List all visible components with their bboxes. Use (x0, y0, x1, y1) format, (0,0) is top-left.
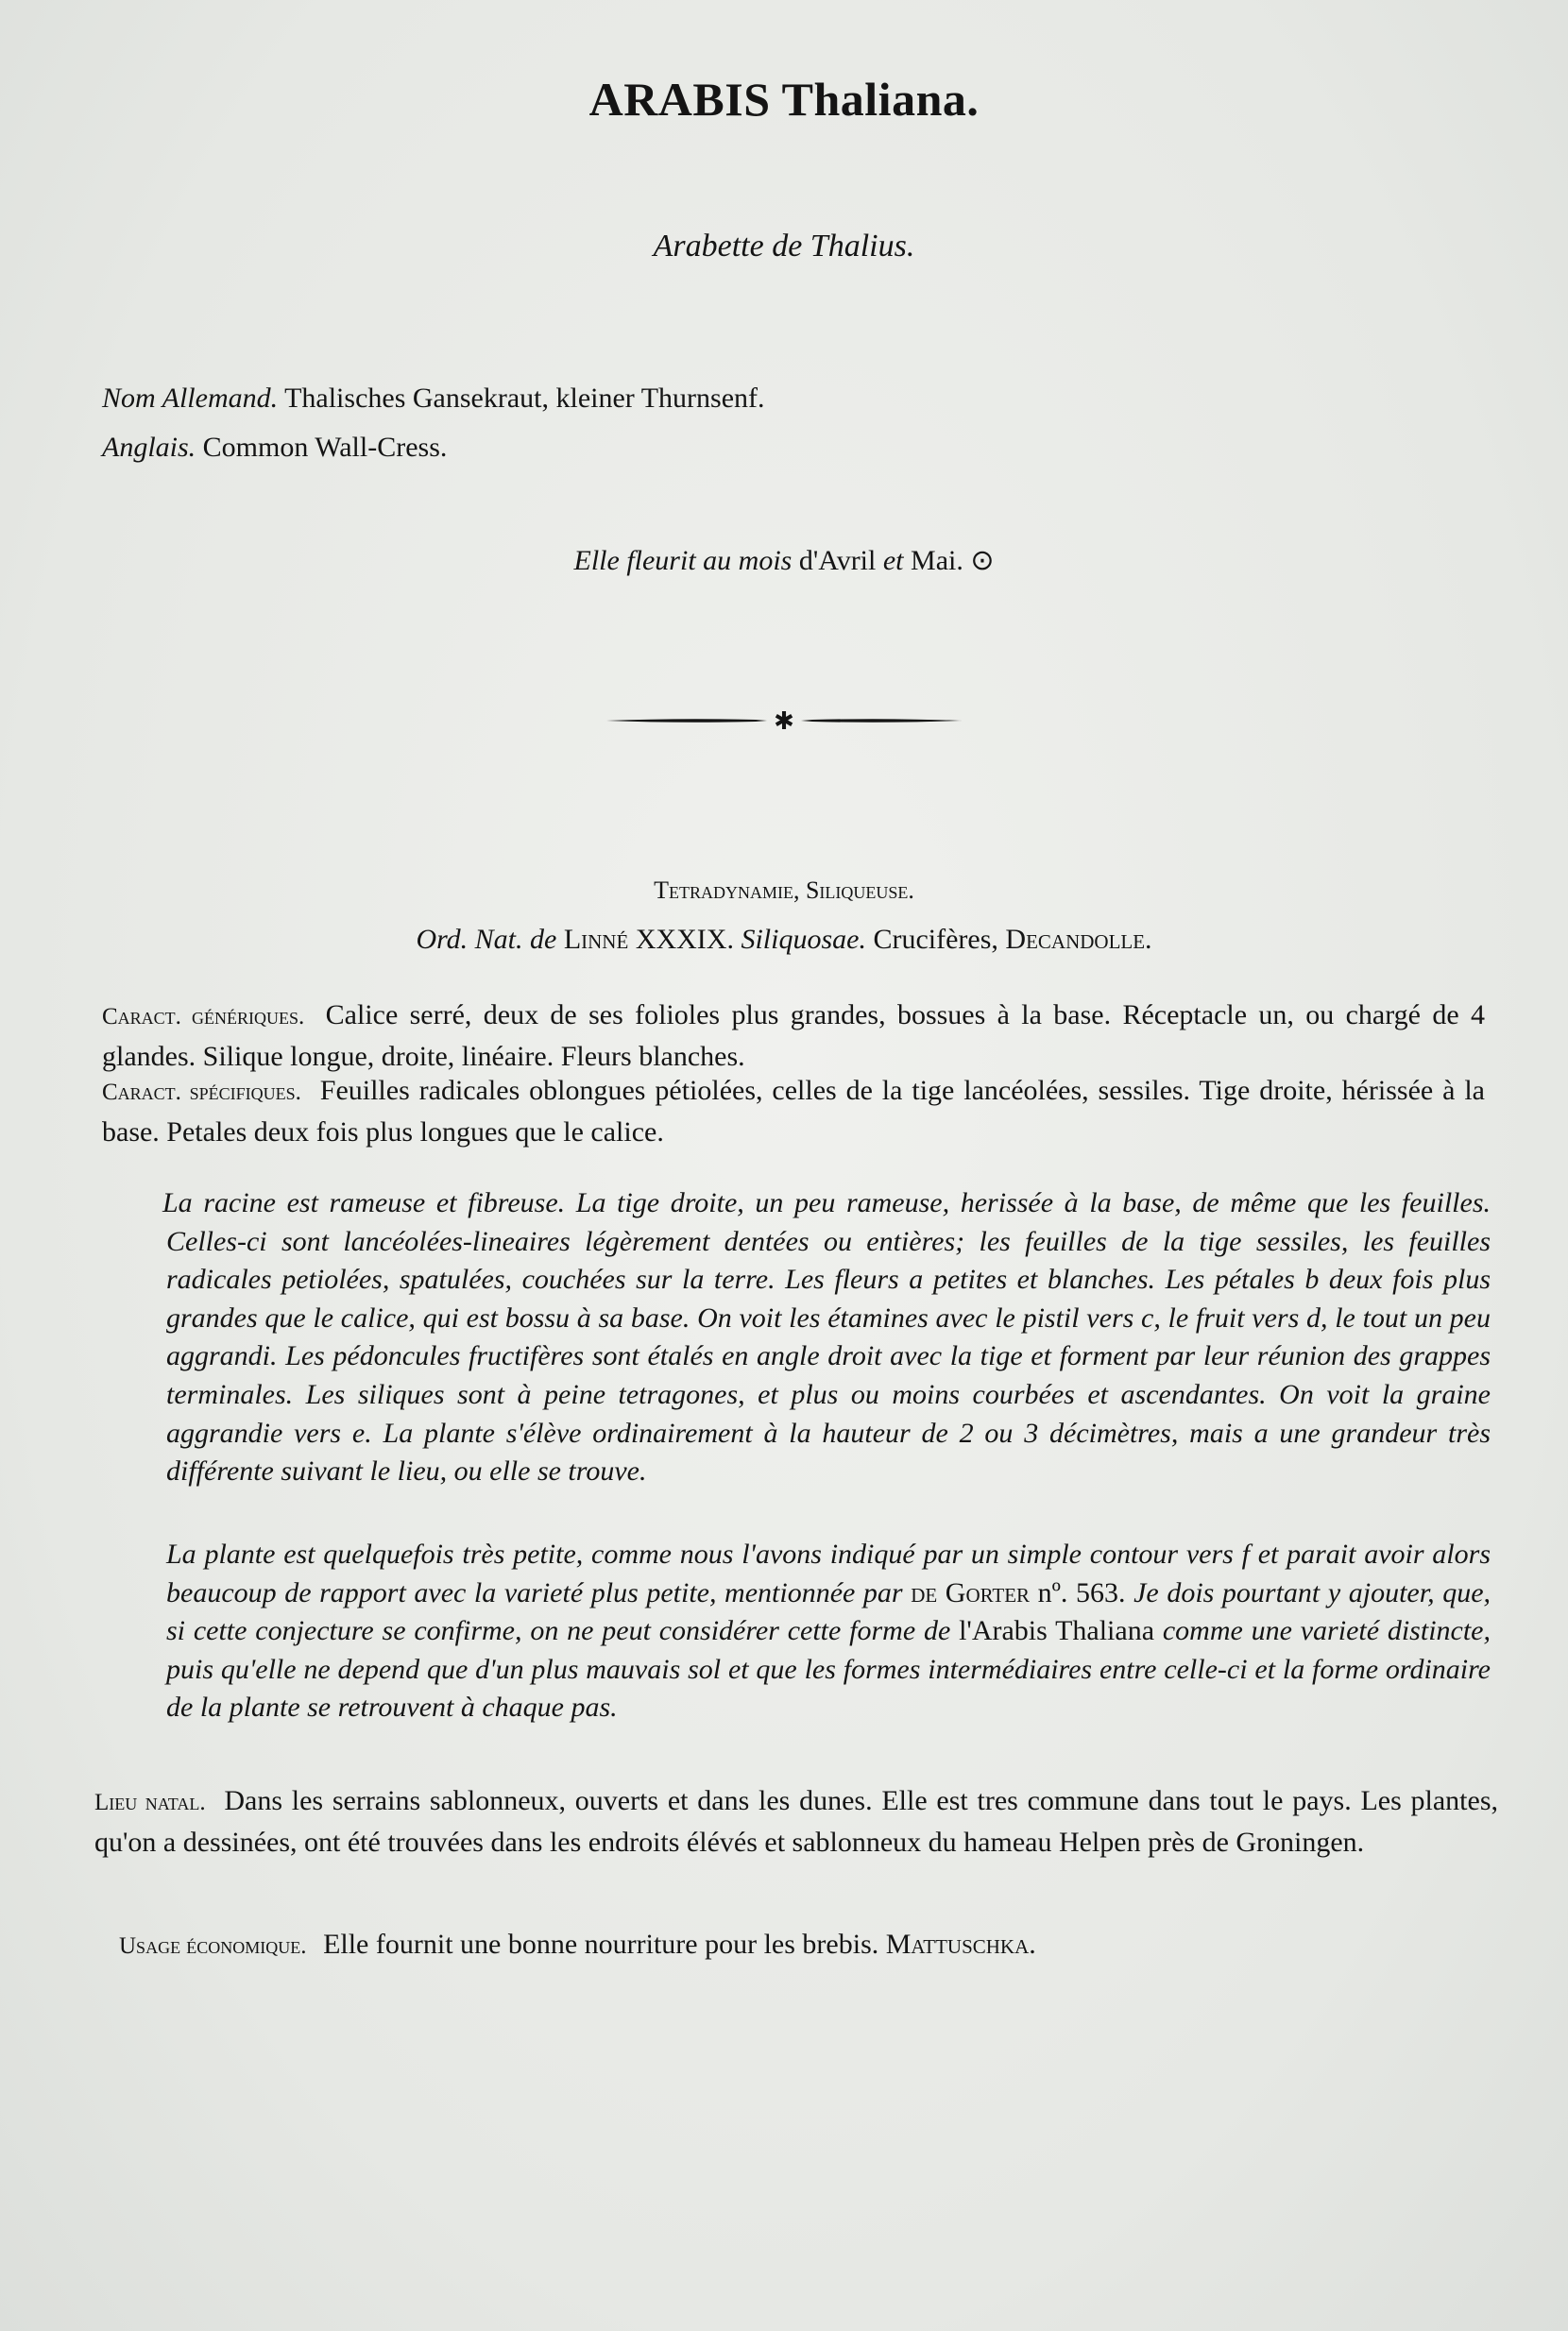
common-names (102, 374, 765, 472)
ornament-divider-icon (605, 706, 963, 735)
siliquosae: Siliquosae. (741, 924, 866, 955)
flowering-season (0, 544, 1568, 577)
french-name: Arabette de Thalius. (653, 229, 915, 264)
desc2-part-a: La plante est quelquefois très petite, comme nous l'avons indiqué par un simple contour vers f et parait avoir alors beaucoup de rapport avec la varieté plus petite, mentionnée par (166, 1539, 1491, 1608)
desc2-part-b: Je dois pourtant y ajouter, que, si cette conjecture se confirme, on ne peut considérer cette forme de (166, 1576, 1491, 1647)
generic-characters (102, 995, 1485, 1077)
habitat-label: Lieu natal. (94, 1790, 206, 1815)
flowering-conj: et (882, 545, 904, 576)
annual-symbol-icon: ⊙ (970, 545, 995, 576)
english-name-line (102, 423, 765, 472)
habitat-text: Dans les serrains sablonneux, ouverts et dans les dunes. Elle est tres commune dans tout le pays. Les plantes, qu'on a dessinées, ont été trouvées dans les endroits élévés et sablonneux du hameau Helpen près de Groningen. (94, 1785, 1499, 1858)
decandolle-name: Decandolle. (1005, 924, 1152, 955)
generic-text: Calice serré, deux de ses folioles plus grandes, bossues à la base. Réceptacle un, ou chargé de 4 glandes. Silique longue, droite, linéaire. Fleurs blanches. (102, 999, 1486, 1072)
english-name: Common Wall-Cress. (202, 432, 448, 463)
usage-author: Mattuschka. (885, 1929, 1036, 1960)
description-paragraph-2 (166, 1536, 1491, 1727)
cruciferes: Crucifères, (873, 924, 998, 955)
linnaean-class: Tetradynamie, Siliqueuse. (654, 876, 914, 904)
description-paragraph-1: La racine est rameuse et fibreuse. La tige droite, un peu rameuse, herissée à la base, de même que les feuilles. Celles-ci sont lancéolées-lineaires légèrement dentées ou entières; les feuilles de la tige sessiles, les feuilles radicales petiolées, spatulées, couchées sur la terre. Les fleurs a petites et blanches. Les pétales b deux fois plus grandes que le calice, qui est bossu à sa base. On voit les étamines avec le pistil vers c, le fruit vers d, le tout un peu aggrandi. Les pédoncules fructifères sont étalés en angle droit avec la tige et forment par leur réunion des grappes terminales. Les siliques sont à peine tetragones, et plus ou moins courbées et ascendantes. On voit la graine aggrandie vers e. La plante s'élève ordinairement à la hauteur de 2 ou 3 décimètres, mais a une grandeur très différente suivant le lieu, ou elle se trouve. (162, 1187, 1491, 1488)
habitat (94, 1781, 1498, 1863)
german-name: Thalisches Gansekraut, kleiner Thurnsenf. (284, 383, 765, 414)
flowering-month-1: d'Avril (798, 545, 877, 576)
english-label: Anglais. (102, 432, 196, 463)
german-label: Nom Allemand. (102, 383, 279, 414)
generic-label: Caract. génériques. (102, 1004, 305, 1029)
flowering-month-2: Mai. (911, 545, 963, 576)
svg-text:✱: ✱ (774, 707, 794, 735)
page-title: ARABIS Thaliana. (588, 73, 980, 126)
german-name-line (102, 374, 765, 423)
gorter-name: de Gorter (911, 1576, 1031, 1608)
flowering-lead: Elle fleurit au mois (573, 545, 793, 576)
usage-text: Elle fournit une bonne nourriture pour les brebis. (323, 1929, 879, 1960)
desc2-part-c: comme une varieté distincte, puis qu'elle ne depend que d'un plus mauvais sol et que les formes intermédiaires entre celle-ci et la forme ordinaire de la plante se retrouvent à chaque pas. (166, 1615, 1491, 1724)
order-prefix: Ord. Nat. de (416, 924, 557, 955)
linne-name: Linné (563, 924, 629, 955)
natural-order (0, 924, 1568, 956)
economic-usage (119, 1925, 1498, 1966)
specific-label: Caract. spécifiques. (102, 1080, 301, 1105)
gorter-number: nº. 563. (1037, 1576, 1126, 1608)
order-number: XXXIX. (635, 924, 734, 955)
specific-characters (102, 1071, 1485, 1152)
specific-text: Feuilles radicales oblongues pétiolées, celles de la tige lancéolées, sessiles. Tige droite, hérissée à la base. Petales deux fois plus longues que le calice. (102, 1075, 1485, 1148)
usage-label: Usage économique. (119, 1933, 307, 1959)
arabis-name: l'Arabis Thaliana (959, 1615, 1155, 1647)
